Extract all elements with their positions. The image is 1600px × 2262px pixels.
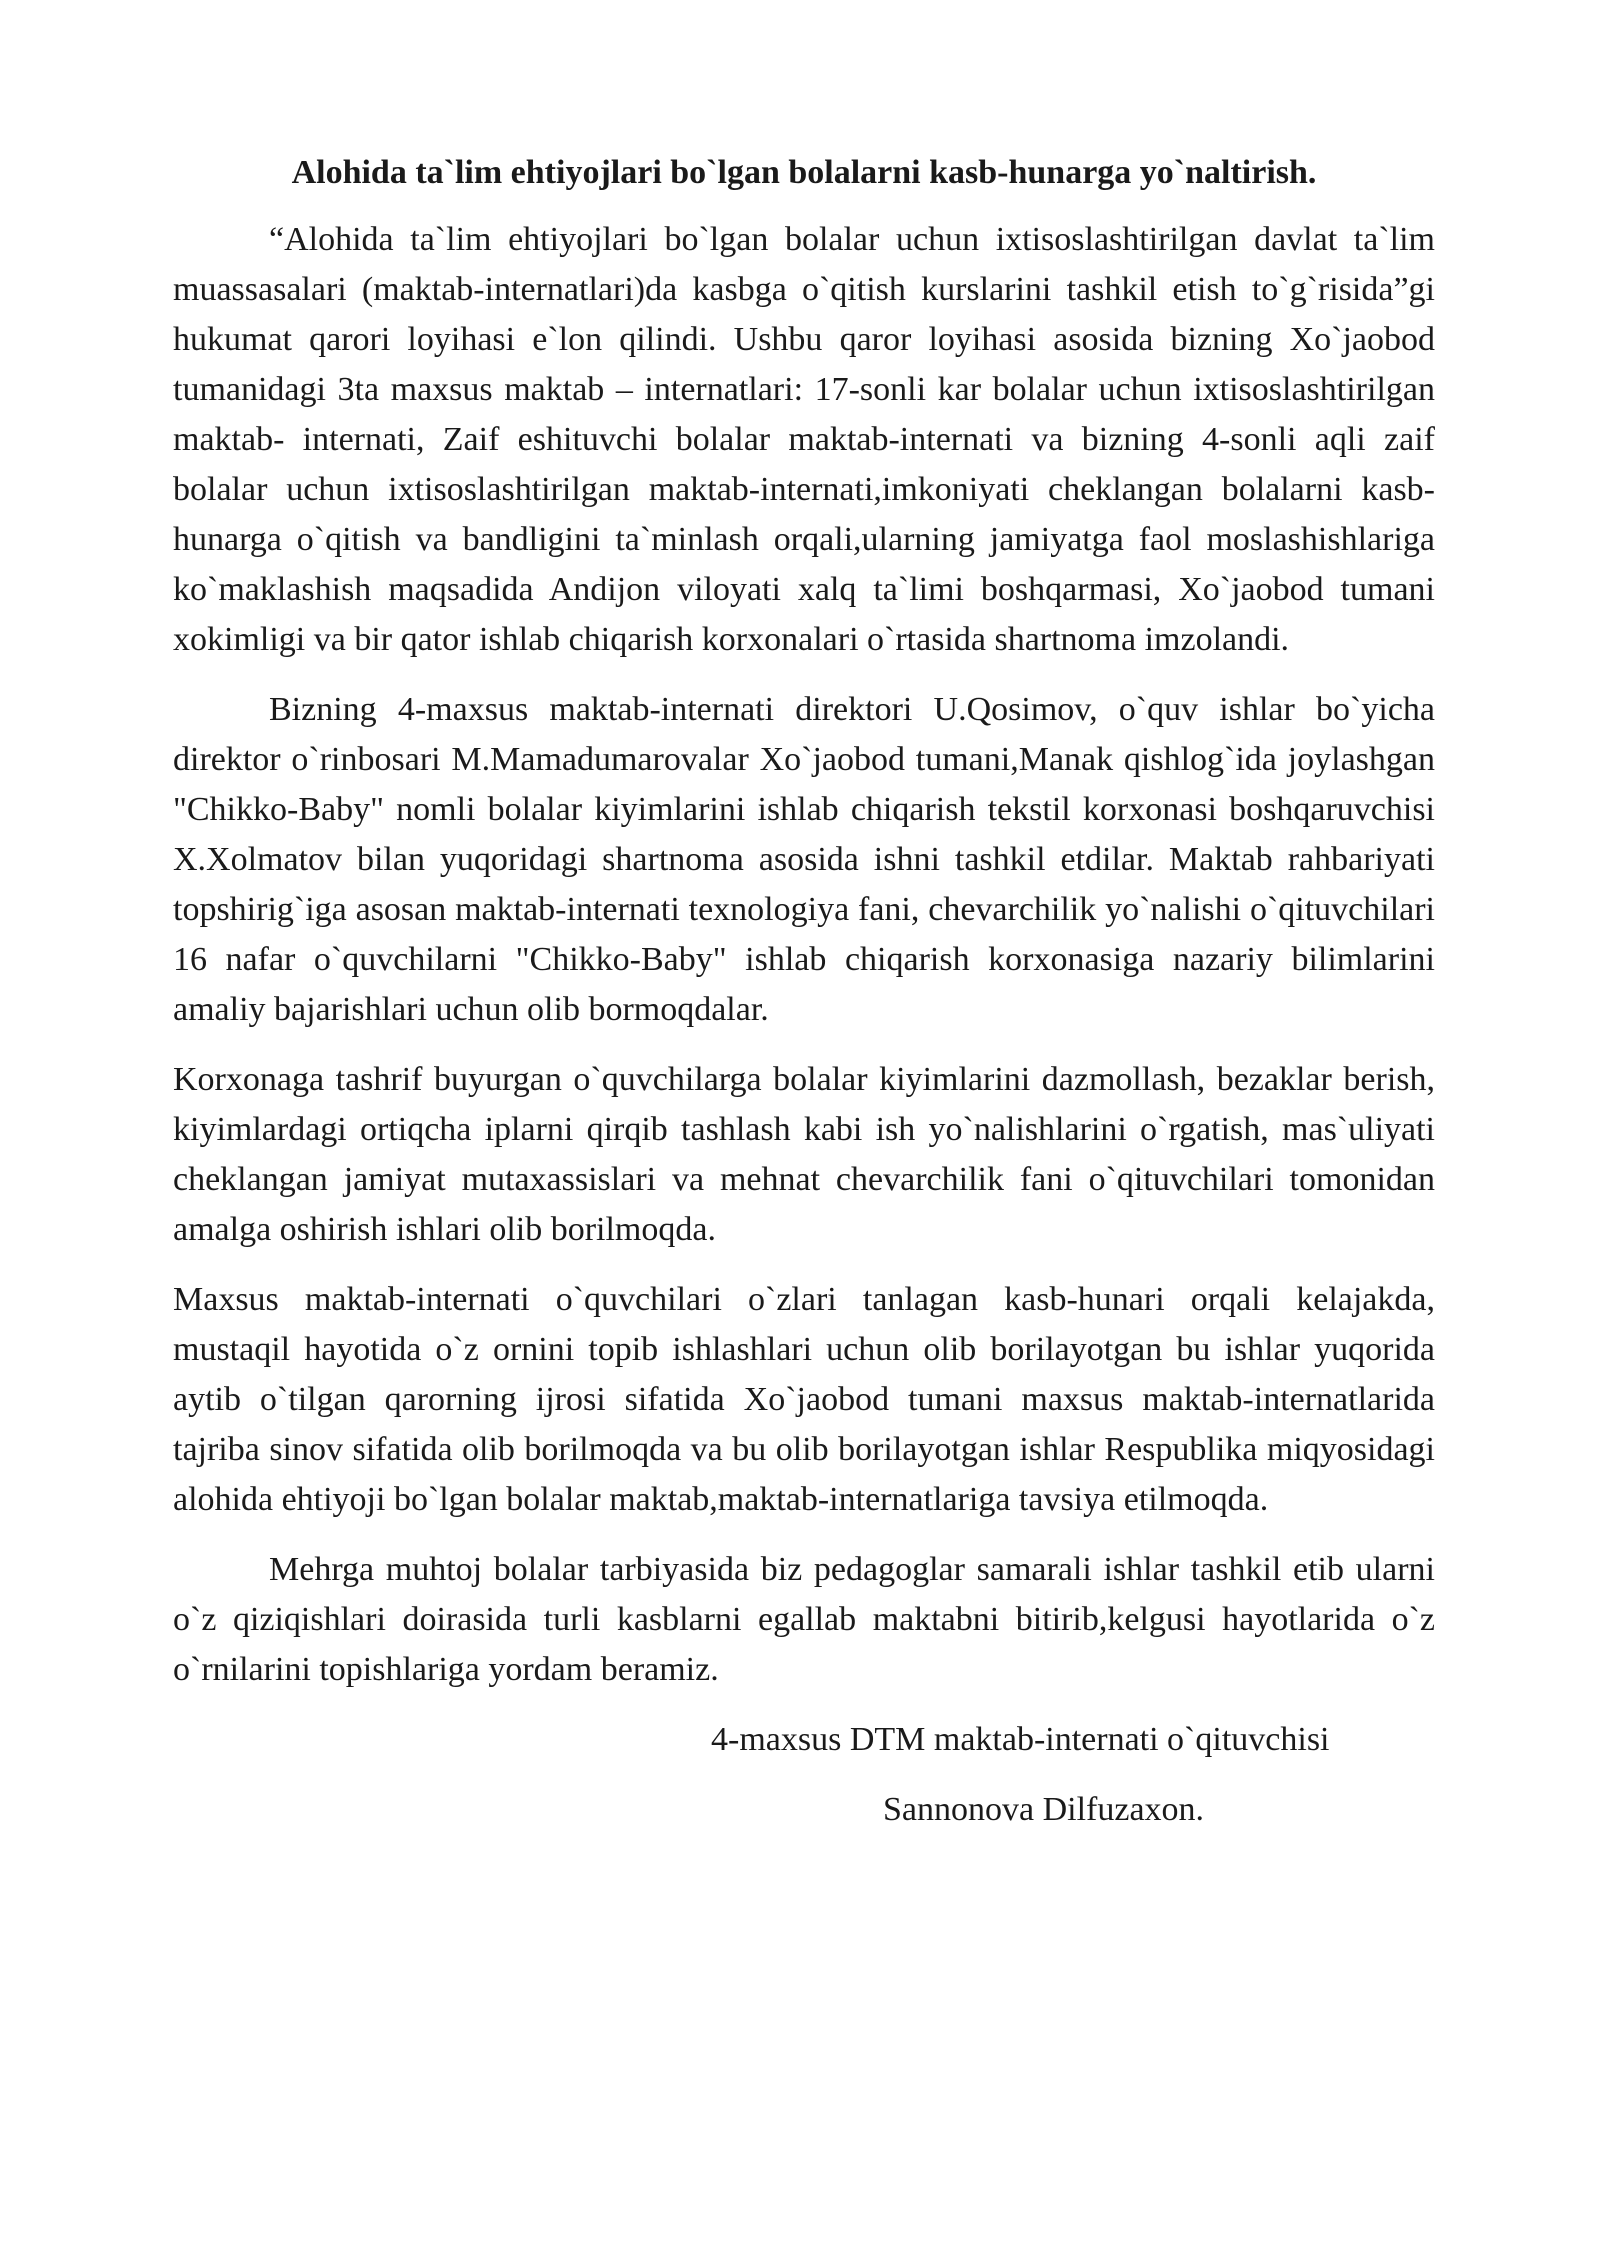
signature-role: 4-maxsus DTM maktab-internati o`qituvchisi [711, 1721, 1330, 1758]
paragraph-4: Maxsus maktab-internati o`quvchilari o`zlari tanlagan kasb-hunari orqali kelajakda, mustaqil hayotida o`z ornini topib ishlashlari uchun olib borilayotgan bu ishlar yuqorida aytib o`tilgan qarorning ijrosi sifatida Xo`jaobod tumani maxsus maktab-internatlarida tajriba sinov sifatida olib borilmoqda va bu olib borilayotgan ishlar Respublika miqyosidagi alohida ehtiyoji bo`lgan bolalar maktab,maktab-internatlariga tavsiya etilmoqda. [173, 1281, 1435, 1518]
paragraph-3: Korxonaga tashrif buyurgan o`quvchilarga bolalar kiyimlarini dazmollash, bezaklar berish, kiyimlardagi ortiqcha iplarni qirqib tashlash kabi ish yo`nalishlarini o`rgatish, mas`uliyati cheklangan jamiyat mutaxassislari va mehnat chevarchilik fani o`qituvchilari tomonidan amalga oshirish ishlari olib borilmoqda. [173, 1061, 1435, 1248]
document-title: Alohida ta`lim ehtiyojlari bo`lgan bolalarni kasb-hunarga yo`naltirish. [291, 154, 1317, 191]
paragraph-5: Mehrga muhtoj bolalar tarbiyasida biz pedagoglar samarali ishlar tashkil etib ularni o`z qiziqishlari doirasida turli kasblarni egallab maktabni bitirib,kelgusi hayotlarida o`z o`rnilarini topishlariga yordam beramiz. [173, 1551, 1435, 1688]
paragraph-2: Bizning 4-maxsus maktab-internati direktori U.Qosimov, o`quv ishlar bo`yicha direktor o`rinbosari M.Mamadumarovalar Xo`jaobod tumani,Manak qishlog`ida joylashgan "Chikko-Baby" nomli bolalar kiyimlarini ishlab chiqarish tekstil korxonasi boshqaruvchisi X.Xolmatov bilan yuqoridagi shartnoma asosida ishni tashkil etdilar. Maktab rahbariyati topshirig`iga asosan maktab-internati texnologiya fani, chevarchilik yo`nalishi o`qituvchilari 16 nafar o`quvchilarni "Chikko-Baby" ishlab chiqarish korxonasiga nazariy bilimlarini amaliy bajarishlari uchun olib bormoqdalar. [173, 691, 1435, 1028]
paragraph-1: “Alohida ta`lim ehtiyojlari bo`lgan bolalar uchun ixtisoslashtirilgan davlat ta`lim muassasalari (maktab-internatlari)da kasbga o`qitish kurslarini tashkil etish to`g`risida”gi hukumat qarori loyihasi e`lon qilindi. Ushbu qaror loyihasi asosida bizning Xo`jaobod tumanidagi 3ta maxsus maktab – internatlari: 17-sonli kar bolalar uchun ixtisoslashtirilgan maktab- internati, Zaif eshituvchi bolalar maktab-internati va bizning 4-sonli aqli zaif bolalar uchun ixtisoslashtirilgan maktab-internati,imkoniyati cheklangan bolalarni kasb-hunarga o`qitish va bandligini ta`minlash orqali,ularning jamiyatga faol moslashishlariga ko`maklashish maqsadida Andijon viloyati xalq ta`limi boshqarmasi, Xo`jaobod tumani xokimligi va bir qator ishlab chiqarish korxonalari o`rtasida shartnoma imzolandi. [173, 221, 1435, 658]
signature-name: Sannonova Dilfuzaxon. [883, 1791, 1205, 1828]
